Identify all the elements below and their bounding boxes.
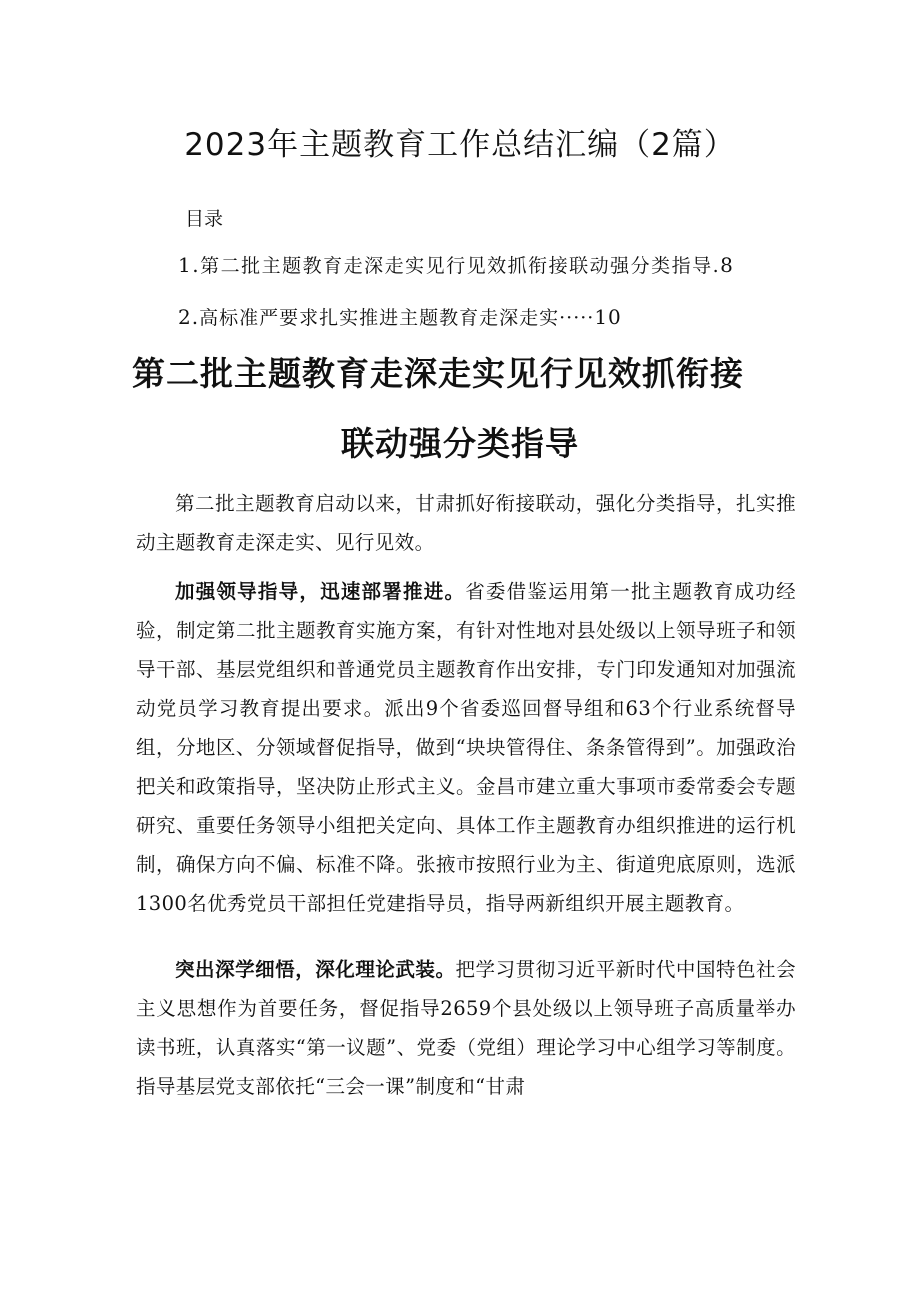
toc-item-number: 2. [178, 305, 200, 329]
toc-heading: 目录 [185, 208, 224, 230]
paragraph-lead: 突出深学细悟，深化理论武装。 [175, 958, 456, 981]
toc-item-number: 1. [178, 253, 201, 277]
toc-item-text: 高标准严要求扎实推进主题教育走深走实 [199, 307, 560, 329]
section-title-line-1: 第二批主题教育走深走实见行见效抓衔接 [132, 354, 744, 393]
toc-item-page: 8 [720, 253, 735, 277]
document-title: 2023年主题教育工作总结汇编（2篇） [184, 127, 736, 163]
body-paragraph [136, 950, 796, 1106]
body-paragraph [136, 484, 796, 562]
toc-item-leader: . [712, 255, 721, 277]
section-title-line-2: 联动强分类指导 [341, 424, 579, 463]
toc-item[interactable] [178, 250, 734, 281]
paragraph-lead: 加强领导指导，迅速部署推进。 [175, 580, 466, 603]
toc-item[interactable] [178, 302, 622, 333]
toc-item-page: 10 [594, 305, 622, 329]
paragraph-text: 第二批主题教育启动以来，甘肃抓好衔接联动，强化分类指导，扎实推动主题教育走深走实、见行见效。 [136, 492, 796, 554]
toc-item-text: 第二批主题教育走深走实见行见效抓衔接联动强分类指导 [200, 255, 713, 277]
body-paragraph [136, 572, 796, 923]
paragraph-text: 省委借鉴运用第一批主题教育成功经验，制定第二批主题教育实施方案，有针对性地对县处级以上领导班子和领导干部、基层党组织和普通党员主题教育作出安排，专门印发通知对加强流动党员学习教育提出要求。派出9个省委巡回督导组和63个行业系统督导组，分地区、分领域督促指导，做到“块块管得住、条条管得到”。加强政治把关和政策指导，坚决防止形式主义。金昌市建立重大事项市委常委会专题研究、重要任务领导小组把关定向、具体工作主题教育办组织推进的运行机制，确保方向不偏、标准不降。张掖市按照行业为主、街道兜底原则，选派1300名优秀党员干部担任党建指导员，指导两新组织开展主题教育。 [136, 580, 796, 915]
paragraph-text: 把学习贯彻习近平新时代中国特色社会主义思想作为首要任务，督促指导2659个县处级以上领导班子高质量举办读书班，认真落实“第一议题”、党委（党组）理论学习中心组学习等制度。指导基层党支部依托“三会一课”制度和“甘肃 [136, 958, 796, 1098]
toc-item-leader: ····· [559, 307, 595, 329]
